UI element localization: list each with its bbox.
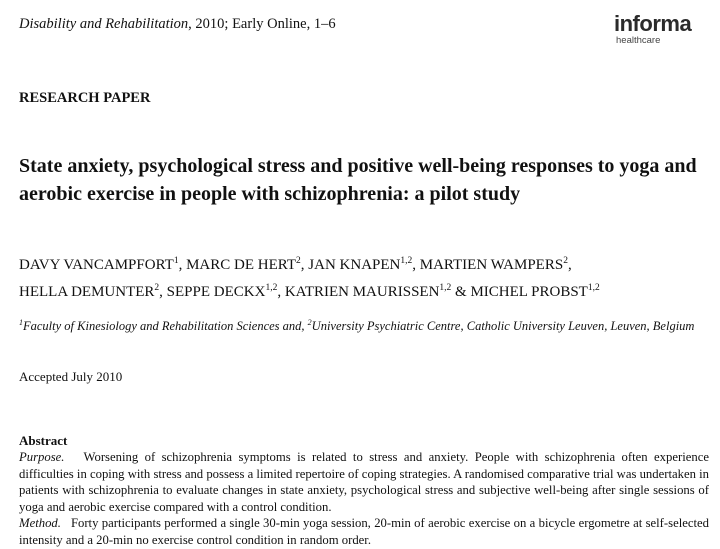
author: KATRIEN MAURISSEN$^{1,2}$ &: [284, 283, 471, 300]
affiliation-text: Faculty of Kinesiology and Rehabilitation Sciences and,: [23, 319, 308, 334]
publisher-logo: [614, 12, 714, 46]
author: SEPPE DECKX$^{1,2}$,: [166, 283, 285, 300]
purpose-text: Worsening of schizophrenia symptoms is related to stress and anxiety. People with schizophrenia often experience difficulties in coping with stress and possess a limited repertoire of coping strategies. A randomised comparative trial was undertaken in patients with schizophrenia to evaluate changes in state anxiety, psychological stress and subjective well-being after single sessions of yoga and aerobic exercise compared with a control condition.: [19, 450, 709, 514]
author: MICHEL PROBST$^{1,2}$: [470, 283, 600, 300]
author: HELLA DEMUNTER$^2$,: [19, 283, 167, 300]
accepted-date: Accepted July 2010: [19, 369, 123, 384]
logo-subtitle: healthcare: [616, 35, 661, 46]
abstract-purpose: [19, 449, 709, 515]
author-list: [19, 250, 719, 304]
affiliations: [19, 313, 714, 336]
author: MARC DE HERT$^2$,: [186, 256, 309, 273]
paper-title: State anxiety, psychological stress and positive well-being responses to yoga and aerobic exercise in people with schizophrenia: a pilot study: [19, 155, 697, 205]
affiliation-marker: 1: [19, 318, 23, 327]
method-text: Forty participants performed a single 30-min yoga session, 20-min of aerobic exercise on a bicycle ergometre at self-selected intensity and a 20-min no exercise control condition in random order.: [19, 516, 709, 547]
journal-name: Disability and Rehabilitation: [19, 16, 189, 32]
journal-issue: , 2010; Early Online, 1–6: [188, 16, 336, 32]
logo-wordmark: informa: [614, 11, 692, 36]
abstract: [19, 433, 709, 549]
purpose-label: Purpose.: [19, 450, 65, 464]
method-label: Method.: [19, 516, 61, 531]
affiliation-marker: 2: [307, 318, 312, 327]
abstract-method: [19, 515, 709, 548]
article-type: RESEARCH PAPER: [19, 90, 151, 106]
journal-citation: [19, 16, 336, 33]
abstract-heading: Abstract: [19, 433, 68, 448]
author: MARTIEN WAMPERS$^2$,: [419, 256, 572, 273]
author: JAN KNAPEN$^{1,2}$,: [308, 256, 420, 273]
affiliation-text: University Psychiatric Centre, Catholic University Leuven, Leuven, Belgium: [311, 319, 695, 334]
author: DAVY VANCAMPFORT$^1$,: [19, 256, 187, 273]
